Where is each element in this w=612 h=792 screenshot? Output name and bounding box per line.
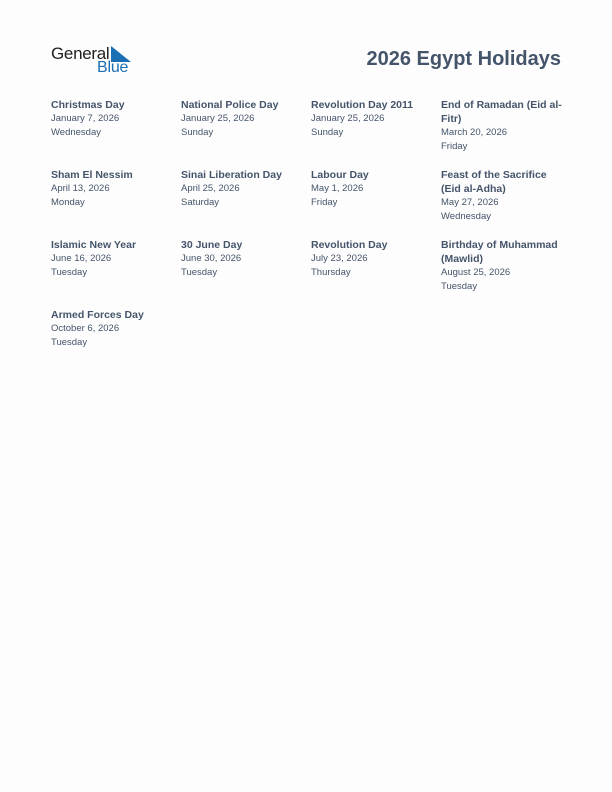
holiday-weekday: Sunday — [311, 127, 344, 138]
holiday-item — [311, 98, 441, 168]
holiday-weekday: Wednesday — [441, 211, 491, 222]
holiday-item — [441, 238, 571, 308]
holiday-weekday: Friday — [311, 197, 338, 208]
holiday-item — [441, 168, 571, 238]
holiday-weekday: Thursday — [311, 267, 351, 278]
holiday-date: April 25, 2026 — [181, 183, 240, 194]
holiday-date: June 30, 2026 — [181, 253, 242, 264]
holiday-weekday: Monday — [51, 197, 85, 208]
holiday-date: May 27, 2026 — [441, 197, 499, 208]
holiday-item — [51, 308, 181, 378]
holiday-item — [311, 168, 441, 238]
holiday-grid — [51, 98, 571, 378]
logo-text-blue: Blue — [97, 59, 129, 76]
holiday-date: January 25, 2026 — [181, 113, 255, 124]
holiday-weekday: Tuesday — [51, 267, 88, 278]
holiday-name: Labour Day — [311, 169, 369, 181]
holiday-date: June 16, 2026 — [51, 253, 112, 264]
holiday-name: National Police Day — [181, 99, 279, 111]
holiday-item — [311, 238, 441, 308]
logo-text-general: General — [51, 44, 110, 63]
holiday-date: October 6, 2026 — [51, 323, 120, 334]
holiday-item — [181, 238, 311, 308]
holiday-name: Armed Forces Day — [51, 309, 144, 321]
holiday-item — [51, 168, 181, 238]
holiday-date: April 13, 2026 — [51, 183, 110, 194]
holiday-date: August 25, 2026 — [441, 267, 511, 278]
holiday-weekday: Sunday — [181, 127, 214, 138]
holiday-item — [181, 168, 311, 238]
holiday-date: May 1, 2026 — [311, 183, 364, 194]
holiday-item — [51, 238, 181, 308]
holiday-weekday: Friday — [441, 141, 468, 152]
holiday-weekday: Tuesday — [51, 337, 88, 348]
holiday-name: Christmas Day — [51, 99, 125, 111]
holiday-item — [441, 98, 571, 168]
holiday-weekday: Saturday — [181, 197, 220, 208]
holiday-name: Sham El Nessim — [51, 169, 133, 181]
holiday-name: Feast of the Sacrifice (Eid al-Adha) — [441, 169, 547, 195]
holiday-name: Sinai Liberation Day — [181, 169, 282, 181]
holiday-name: Islamic New Year — [51, 239, 137, 251]
holiday-weekday: Tuesday — [181, 267, 218, 278]
holiday-date: March 20, 2026 — [441, 127, 508, 138]
page-title: 2026 Egypt Holidays — [366, 48, 561, 70]
holiday-item — [51, 98, 181, 168]
holiday-item — [181, 98, 311, 168]
holiday-name: 30 June Day — [181, 239, 243, 251]
holiday-name: Revolution Day — [311, 239, 388, 251]
holiday-name: Revolution Day 2011 — [311, 99, 414, 111]
holiday-weekday: Tuesday — [441, 281, 478, 292]
holiday-weekday: Wednesday — [51, 127, 101, 138]
holiday-name: End of Ramadan (Eid al-Fitr) — [441, 99, 562, 125]
holiday-date: January 7, 2026 — [51, 113, 120, 124]
holiday-date: January 25, 2026 — [311, 113, 385, 124]
holiday-date: July 23, 2026 — [311, 253, 368, 264]
logo — [51, 44, 141, 78]
holiday-name: Birthday of Muhammad (Mawlid) — [441, 239, 558, 265]
